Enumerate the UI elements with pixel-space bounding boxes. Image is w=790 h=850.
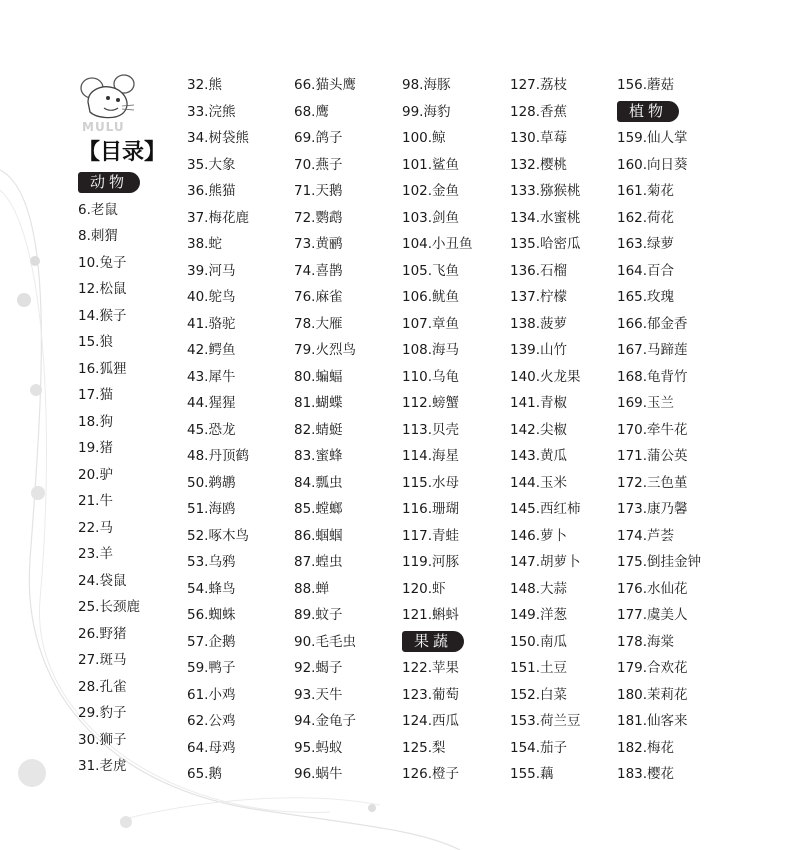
- toc-item[interactable]: 130.草莓: [510, 130, 568, 146]
- toc-item[interactable]: 43.犀牛: [187, 368, 236, 385]
- toc-item[interactable]: 93.天牛: [294, 686, 343, 703]
- toc-item[interactable]: 65.鹅: [187, 766, 222, 782]
- toc-item[interactable]: 148.大蒜: [510, 580, 568, 597]
- toc-item[interactable]: 41.骆驼: [187, 315, 236, 332]
- toc-item[interactable]: 62.公鸡: [187, 713, 236, 729]
- toc-item[interactable]: 71.天鹅: [294, 183, 343, 199]
- toc-item[interactable]: 29.豹子: [78, 705, 127, 721]
- toc-item[interactable]: 37.梅花鹿: [187, 209, 249, 226]
- toc-item[interactable]: 114.海星: [402, 448, 460, 464]
- toc-item[interactable]: 79.火烈鸟: [294, 342, 356, 358]
- toc-item[interactable]: 168.龟背竹: [617, 368, 688, 385]
- toc-item[interactable]: 174.芦荟: [617, 527, 675, 544]
- toc-item[interactable]: 38.蛇: [187, 236, 222, 252]
- section-badge-plants: 植物: [617, 101, 679, 122]
- toc-item[interactable]: 115.水母: [402, 474, 460, 491]
- toc-item[interactable]: 26.野猪: [78, 625, 127, 642]
- toc-item[interactable]: 33.浣熊: [187, 103, 236, 120]
- toc-item[interactable]: 66.猫头鹰: [294, 77, 356, 93]
- toc-item[interactable]: 127.荔枝: [510, 77, 568, 93]
- toc-item[interactable]: 89.蚊子: [294, 607, 343, 623]
- toc-item[interactable]: 122.苹果: [402, 660, 460, 676]
- toc-item[interactable]: 179.合欢花: [617, 660, 688, 676]
- toc-item[interactable]: 86.蝈蝈: [294, 527, 343, 544]
- toc-item[interactable]: 50.鹈鹕: [187, 474, 236, 491]
- toc-item[interactable]: 119.河豚: [402, 554, 460, 570]
- toc-item[interactable]: 137.柠檬: [510, 289, 568, 305]
- toc-item[interactable]: 159.仙人掌: [617, 130, 688, 146]
- toc-item[interactable]: 136.石榴: [510, 262, 568, 279]
- toc-item[interactable]: 112.螃蟹: [402, 395, 460, 411]
- toc-item[interactable]: 59.鸭子: [187, 660, 236, 676]
- toc-item[interactable]: 182.梅花: [617, 739, 675, 756]
- toc-item[interactable]: 128.香蕉: [510, 103, 568, 120]
- toc-item[interactable]: 143.黄瓜: [510, 448, 568, 464]
- toc-item[interactable]: 105.飞鱼: [402, 262, 460, 279]
- toc-item[interactable]: 25.长颈鹿: [78, 599, 140, 615]
- toc-item[interactable]: 36.熊猫: [187, 183, 236, 199]
- toc-item[interactable]: 56.蜘蛛: [187, 607, 236, 623]
- toc-item[interactable]: 149.洋葱: [510, 607, 568, 623]
- toc-item[interactable]: 132.樱桃: [510, 156, 568, 173]
- toc-item[interactable]: 155.藕: [510, 766, 554, 782]
- toc-item[interactable]: 123.葡萄: [402, 686, 460, 703]
- toc-item[interactable]: 19.猪: [78, 440, 113, 456]
- toc-item[interactable]: 113.贝壳: [402, 421, 460, 438]
- toc-item[interactable]: 173.康乃馨: [617, 501, 688, 517]
- toc-item[interactable]: 90.毛毛虫: [294, 633, 356, 650]
- toc-column-2: [187, 72, 297, 788]
- toc-item[interactable]: 12.松鼠: [78, 281, 127, 297]
- toc-item[interactable]: 120.虾: [402, 580, 446, 597]
- toc-item[interactable]: 108.海马: [402, 342, 460, 358]
- toc-item[interactable]: 98.海豚: [402, 77, 451, 93]
- toc-item[interactable]: 104.小丑鱼: [402, 236, 473, 252]
- toc-item[interactable]: 124.西瓜: [402, 713, 460, 729]
- toc-item[interactable]: 154.茄子: [510, 739, 568, 756]
- toc-item[interactable]: 121.蝌蚪: [402, 607, 460, 623]
- toc-item[interactable]: 21.牛: [78, 493, 113, 509]
- toc-item[interactable]: 141.青椒: [510, 395, 568, 411]
- toc-item[interactable]: 144.玉米: [510, 474, 568, 491]
- toc-item[interactable]: 23.羊: [78, 546, 113, 562]
- toc-item[interactable]: 83.蜜蜂: [294, 448, 343, 464]
- toc-item[interactable]: 40.鸵鸟: [187, 289, 236, 305]
- toc-column-6: [617, 72, 727, 788]
- toc-item[interactable]: 6.老鼠: [78, 201, 118, 218]
- section-badge-animals: 动物: [78, 172, 140, 193]
- toc-item[interactable]: 177.虞美人: [617, 607, 688, 623]
- toc-item[interactable]: 96.蜗牛: [294, 766, 343, 782]
- section-badge-fruits-vegetables: 果蔬: [402, 631, 464, 652]
- toc-item[interactable]: 146.萝卜: [510, 527, 568, 544]
- toc-item[interactable]: 34.树袋熊: [187, 130, 249, 146]
- toc-item[interactable]: 101.鲨鱼: [402, 156, 460, 173]
- toc-item[interactable]: 17.猫: [78, 387, 113, 403]
- toc-item[interactable]: 163.绿萝: [617, 236, 675, 252]
- toc-item[interactable]: 139.山竹: [510, 342, 568, 358]
- toc-item[interactable]: 151.土豆: [510, 660, 568, 676]
- toc-item[interactable]: 82.蜻蜓: [294, 421, 343, 438]
- toc-item[interactable]: 178.海棠: [617, 633, 675, 650]
- toc-item[interactable]: 70.燕子: [294, 156, 343, 173]
- toc-item[interactable]: 147.胡萝卜: [510, 554, 581, 570]
- toc-item[interactable]: 95.蚂蚁: [294, 739, 343, 756]
- toc-item[interactable]: 14.猴子: [78, 307, 127, 324]
- toc-item[interactable]: 135.哈密瓜: [510, 236, 581, 252]
- toc-item[interactable]: 160.向日葵: [617, 156, 688, 173]
- toc-item[interactable]: 64.母鸡: [187, 739, 236, 756]
- toc-column-4: [402, 72, 512, 788]
- toc-item[interactable]: 53.乌鸦: [187, 554, 236, 570]
- toc-item[interactable]: 39.河马: [187, 262, 236, 279]
- toc-item[interactable]: 30.狮子: [78, 731, 127, 748]
- toc-item[interactable]: 152.白菜: [510, 686, 568, 703]
- toc-item[interactable]: 181.仙客来: [617, 713, 688, 729]
- toc-column-1: [78, 170, 188, 780]
- toc-item[interactable]: 140.火龙果: [510, 368, 581, 385]
- toc-item[interactable]: 44.猩猩: [187, 395, 236, 411]
- toc-item[interactable]: 164.百合: [617, 262, 675, 279]
- toc-item[interactable]: 133.猕猴桃: [510, 183, 581, 199]
- toc-item[interactable]: 150.南瓜: [510, 633, 568, 650]
- toc-item[interactable]: 142.尖椒: [510, 421, 568, 438]
- toc-item[interactable]: 88.蝉: [294, 580, 329, 597]
- toc-item[interactable]: 73.黄鹂: [294, 236, 343, 252]
- toc-item[interactable]: 153.荷兰豆: [510, 713, 581, 729]
- toc-item[interactable]: 162.荷花: [617, 209, 675, 226]
- toc-item[interactable]: 52.啄木鸟: [187, 527, 249, 544]
- toc-column-5: [510, 72, 620, 788]
- toc-item[interactable]: 54.蜂鸟: [187, 580, 236, 597]
- toc-item[interactable]: 126.橙子: [402, 766, 460, 782]
- logo-text: MULU: [82, 120, 125, 134]
- toc-item[interactable]: 48.丹顶鹤: [187, 448, 249, 464]
- toc-item[interactable]: 20.驴: [78, 466, 113, 483]
- toc-item[interactable]: 172.三色堇: [617, 474, 688, 491]
- toc-column-3: [294, 72, 404, 788]
- toc-item[interactable]: 165.玫瑰: [617, 289, 675, 305]
- toc-item[interactable]: 84.瓢虫: [294, 474, 343, 491]
- toc-item[interactable]: 167.马蹄莲: [617, 342, 688, 358]
- toc-item[interactable]: 76.麻雀: [294, 289, 343, 305]
- toc-item[interactable]: 100.鲸: [402, 130, 446, 146]
- toc-item[interactable]: 106.鱿鱼: [402, 289, 460, 305]
- toc-item[interactable]: 45.恐龙: [187, 421, 236, 438]
- toc-item[interactable]: 10.兔子: [78, 254, 127, 271]
- toc-item[interactable]: 166.郁金香: [617, 315, 688, 332]
- toc-item[interactable]: 68.鹰: [294, 103, 329, 120]
- toc-item[interactable]: 180.茉莉花: [617, 686, 688, 703]
- toc-item[interactable]: 31.老虎: [78, 758, 127, 774]
- toc-item[interactable]: 80.蝙蝠: [294, 368, 343, 385]
- toc-item[interactable]: 103.剑鱼: [402, 209, 460, 226]
- toc-item[interactable]: 8.刺猬: [78, 228, 118, 244]
- toc-item[interactable]: 81.蝴蝶: [294, 395, 343, 411]
- toc-item[interactable]: 27.斑马: [78, 652, 127, 668]
- toc-item[interactable]: 125.梨: [402, 739, 446, 756]
- toc-item[interactable]: 24.袋鼠: [78, 572, 127, 589]
- toc-item[interactable]: 61.小鸡: [187, 686, 236, 703]
- toc-item[interactable]: 15.狼: [78, 334, 113, 350]
- toc-item[interactable]: 110.乌龟: [402, 368, 460, 385]
- toc-item[interactable]: 72.鹦鹉: [294, 209, 343, 226]
- toc-item[interactable]: 116.珊瑚: [402, 501, 460, 517]
- toc-item[interactable]: 28.孔雀: [78, 678, 127, 695]
- toc-item[interactable]: 145.西红柿: [510, 501, 581, 517]
- toc-item[interactable]: 69.鸽子: [294, 130, 343, 146]
- toc-item[interactable]: 176.水仙花: [617, 580, 688, 597]
- toc-item[interactable]: 117.青蛙: [402, 527, 460, 544]
- toc-item[interactable]: 169.玉兰: [617, 395, 675, 411]
- toc-item[interactable]: 183.樱花: [617, 766, 675, 782]
- toc-item[interactable]: 51.海鸥: [187, 501, 236, 517]
- toc-item[interactable]: 171.蒲公英: [617, 448, 688, 464]
- page-title: 【目录】: [78, 140, 167, 165]
- toc-item[interactable]: 170.牵牛花: [617, 421, 688, 438]
- toc-item[interactable]: 32.熊: [187, 77, 222, 93]
- toc-item[interactable]: 102.金鱼: [402, 183, 460, 199]
- toc-item[interactable]: 74.喜鹊: [294, 262, 343, 279]
- toc-item[interactable]: 138.菠萝: [510, 315, 568, 332]
- toc-item[interactable]: 35.大象: [187, 156, 236, 173]
- toc-item[interactable]: 134.水蜜桃: [510, 209, 581, 226]
- toc-item[interactable]: 42.鳄鱼: [187, 342, 236, 358]
- toc-item[interactable]: 94.金龟子: [294, 713, 356, 729]
- toc-item[interactable]: 57.企鹅: [187, 633, 236, 650]
- toc-item[interactable]: 85.螳螂: [294, 501, 343, 517]
- toc-item[interactable]: 92.蝎子: [294, 660, 343, 676]
- toc-item[interactable]: 87.蝗虫: [294, 554, 343, 570]
- toc-item[interactable]: 18.狗: [78, 413, 113, 430]
- toc-item[interactable]: 156.蘑菇: [617, 77, 675, 93]
- toc-item[interactable]: 99.海豹: [402, 103, 451, 120]
- toc-item[interactable]: 175.倒挂金钟: [617, 554, 702, 570]
- toc-item[interactable]: 107.章鱼: [402, 315, 460, 332]
- toc-item[interactable]: 78.大雁: [294, 315, 343, 332]
- toc-item[interactable]: 16.狐狸: [78, 360, 127, 377]
- toc-item[interactable]: 22.马: [78, 519, 113, 536]
- toc-item[interactable]: 161.菊花: [617, 183, 675, 199]
